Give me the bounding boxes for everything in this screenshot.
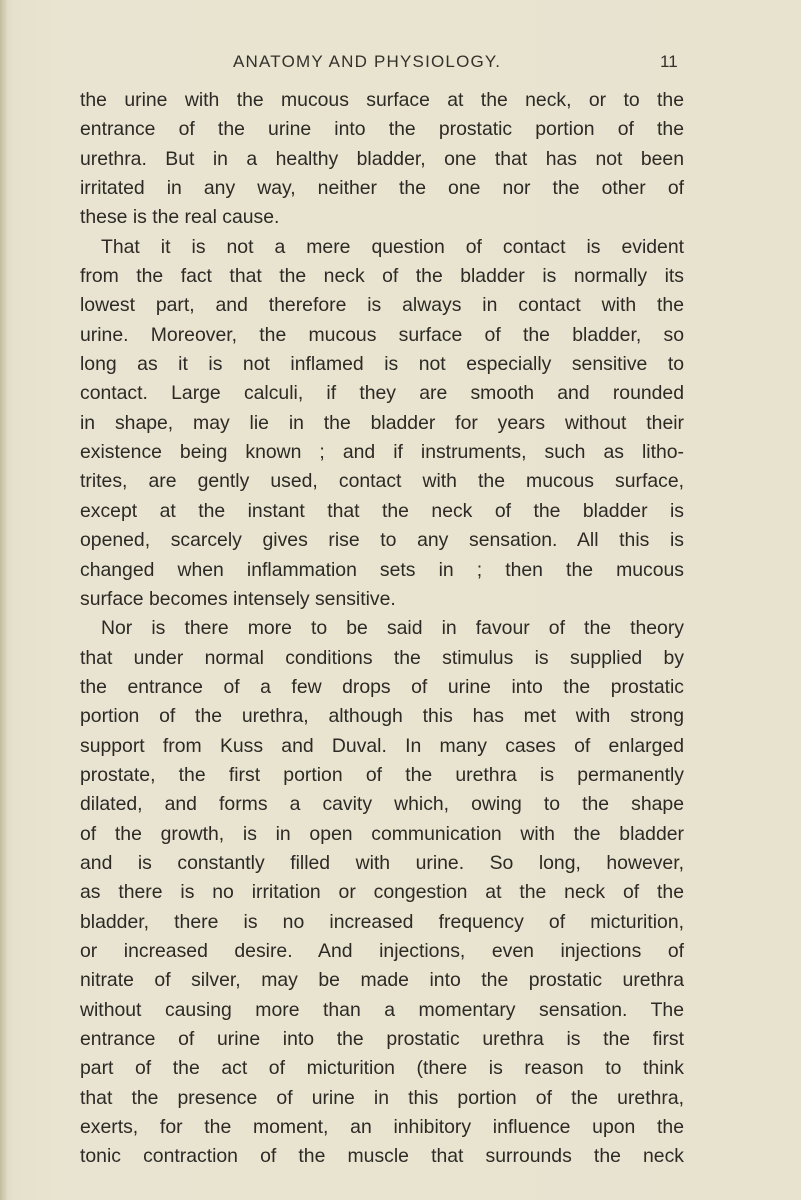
text-line: entrance of the urine into the prostatic portion of the	[80, 118, 684, 141]
text-line: without causing more than a momentary sensation. The	[80, 998, 684, 1021]
text-line: surface becomes intensely sensitive.	[80, 587, 396, 610]
text-line: trites, are gently used, contact with the mucous surface,	[80, 470, 684, 493]
body-text	[80, 86, 684, 1172]
text-line: dilated, and forms a cavity which, owing to the shape	[80, 793, 684, 816]
text-line: existence being known ; and if instruments, such as litho-	[80, 441, 684, 464]
text-line: irritated in any way, neither the one nor the other of	[80, 177, 684, 200]
text-line: opened, scarcely gives rise to any sensation. All this is	[80, 529, 684, 552]
running-head	[0, 52, 801, 82]
text-line: of the growth, is in open communication with the bladder	[80, 822, 684, 845]
text-line: bladder, there is no increased frequency of micturition,	[80, 910, 684, 933]
page-number: 11	[660, 52, 678, 71]
text-line: in shape, may lie in the bladder for years without their	[80, 411, 684, 434]
text-line: part of the act of micturition (there is reason to think	[80, 1057, 684, 1080]
text-line: changed when inflammation sets in ; then the mucous	[80, 558, 684, 581]
text-line: tonic contraction of the muscle that surrounds the neck	[80, 1145, 684, 1168]
text-line: urine. Moreover, the mucous surface of the bladder, so	[80, 323, 684, 346]
text-line: as there is no irritation or congestion at the neck of the	[80, 881, 684, 904]
text-line: portion of the urethra, although this has met with strong	[80, 705, 684, 728]
text-line: and is constantly filled with urine. So long, however,	[80, 851, 684, 874]
text-line: That it is not a mere question of contact is evident	[101, 235, 684, 258]
text-line: except at the instant that the neck of the bladder is	[80, 499, 684, 522]
text-line: long as it is not inflamed is not especially sensitive to	[80, 353, 684, 376]
text-line: urethra. But in a healthy bladder, one that has not been	[80, 147, 684, 170]
text-line: prostate, the first portion of the urethra is permanently	[80, 763, 684, 786]
text-line: the entrance of a few drops of urine into the prostatic	[80, 675, 684, 698]
text-line: support from Kuss and Duval. In many cases of enlarged	[80, 734, 684, 757]
text-line: entrance of urine into the prostatic urethra is the first	[80, 1028, 684, 1050]
text-line: or increased desire. And injections, even injections of	[80, 939, 684, 962]
text-line: the urine with the mucous surface at the neck, or to the	[80, 89, 684, 111]
text-line: nitrate of silver, may be made into the prostatic urethra	[80, 969, 684, 992]
text-line: lowest part, and therefore is always in contact with the	[80, 294, 684, 317]
text-line: that the presence of urine in this portion of the urethra,	[80, 1086, 684, 1109]
text-line: Nor is there more to be said in favour of the theory	[101, 617, 684, 640]
text-line: these is the real cause.	[80, 206, 280, 229]
text-line: from the fact that the neck of the bladder is normally its	[80, 265, 684, 288]
text-line: that under normal conditions the stimulus is supplied by	[80, 646, 684, 669]
page-gutter-edge	[0, 0, 7, 1200]
text-line: contact. Large calculi, if they are smooth and rounded	[80, 382, 684, 405]
running-head-title: ANATOMY AND PHYSIOLOGY.	[233, 52, 502, 71]
text-line: exerts, for the moment, an inhibitory influence upon the	[80, 1116, 684, 1139]
